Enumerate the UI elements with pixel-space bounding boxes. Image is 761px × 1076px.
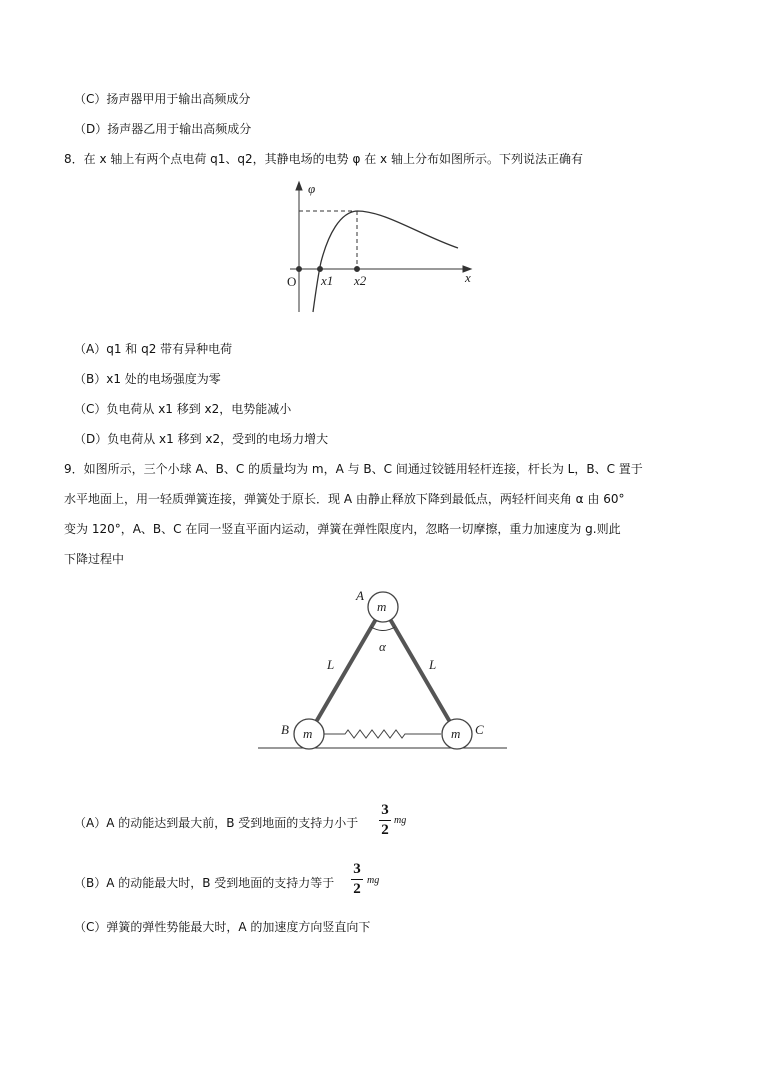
mg-label: mg: [367, 875, 380, 886]
phi-label: φ: [308, 181, 316, 196]
option-c-prev: （C）扬声器甲用于输出高频成分: [74, 92, 251, 106]
x2-label: x2: [354, 273, 367, 288]
x1-label: x1: [321, 273, 334, 288]
rod-ac: [383, 607, 457, 734]
x1-dot: [318, 267, 323, 272]
label-l-right: L: [429, 657, 437, 672]
alpha-arc: [371, 627, 395, 631]
label-alpha: α: [379, 639, 386, 654]
option-8a: （A）q1 和 q2 带有异种电荷: [74, 342, 233, 356]
option-9a: （A）A 的动能达到最大前，B 受到地面的支持力小于: [74, 816, 359, 830]
y-arrow-icon: [296, 182, 302, 190]
question-9-line2: 水平地面上，用一轻质弹簧连接，弹簧处于原长．现 A 由静止释放下降到最低点，两轻杆间夹角 α 由 60°: [64, 492, 625, 506]
ball-a-mass: m: [377, 599, 387, 614]
label-a: A: [356, 588, 364, 603]
label-c: C: [475, 722, 484, 737]
potential-curve: [313, 211, 458, 312]
option-9c: （C）弹簧的弹性势能最大时，A 的加速度方向竖直向下: [74, 920, 371, 934]
fraction-3-2: 3 2: [351, 862, 363, 897]
fraction-3-2: 3 2: [379, 803, 391, 838]
mg-label: mg: [394, 815, 407, 826]
option-d-prev: （D）扬声器乙用于输出高频成分: [74, 122, 252, 136]
potential-graph: [290, 182, 471, 312]
x-label: x: [465, 270, 471, 285]
triangle-figure: [258, 592, 507, 749]
question-8: 8．在 x 轴上有两个点电荷 q1、q2，其静电场的电势 φ 在 x 轴上分布如图所示。下列说法正确有: [64, 152, 583, 166]
x2-dot: [355, 267, 360, 272]
origin-label: O: [287, 274, 297, 289]
label-b: B: [281, 722, 289, 737]
option-9b: （B）A 的动能最大时，B 受到地面的支持力等于: [74, 876, 335, 890]
question-9-line3: 变为 120°，A、B、C 在同一竖直平面内运动，弹簧在弹性限度内，忽略一切摩擦，重力加速度为 g.则此: [64, 522, 621, 536]
ball-b-mass: m: [303, 726, 313, 741]
spring: [324, 730, 441, 738]
rod-ab: [309, 607, 383, 734]
question-9-line1: 9．如图所示，三个小球 A、B、C 的质量均为 m，A 与 B、C 间通过铰链用轻杆连接，杆长为 L，B、C 置于: [64, 462, 643, 476]
label-l-left: L: [327, 657, 335, 672]
option-8b: （B）x1 处的电场强度为零: [74, 372, 221, 386]
ball-c-mass: m: [451, 726, 461, 741]
option-8c: （C）负电荷从 x1 移到 x2，电势能减小: [74, 402, 292, 416]
option-8d: （D）负电荷从 x1 移到 x2，受到的电场力增大: [74, 432, 329, 446]
question-9-line4: 下降过程中: [64, 552, 125, 566]
origin-dot: [297, 267, 302, 272]
